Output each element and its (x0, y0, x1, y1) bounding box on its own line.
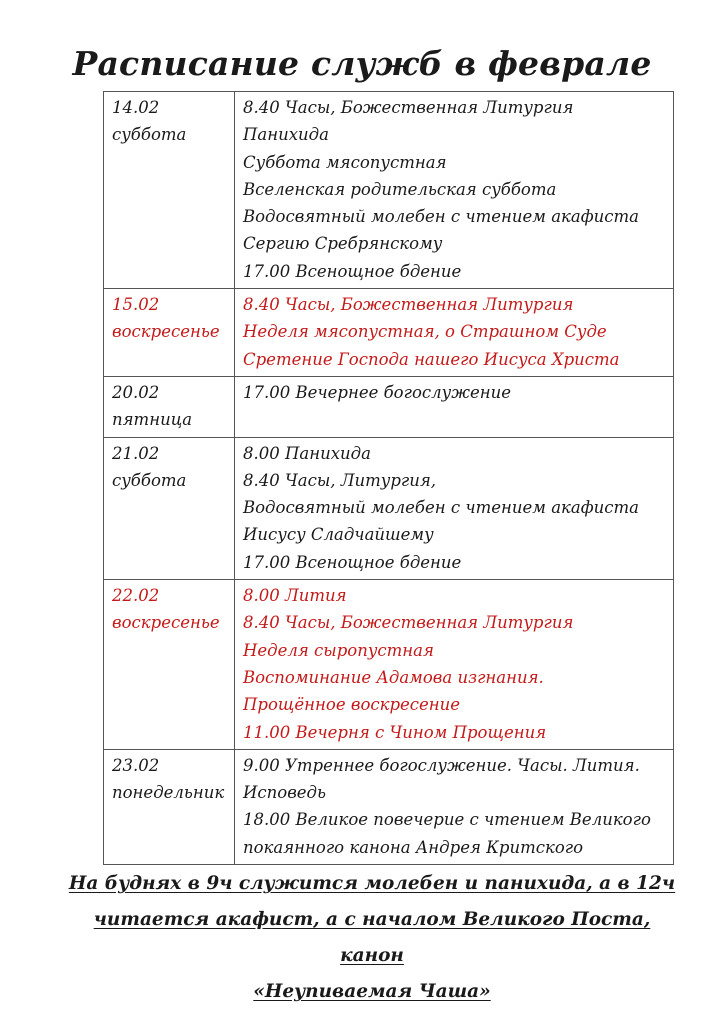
footer-line: На буднях в 9ч служится молебен и панихида, а в 12ч (68, 873, 676, 894)
service-line: 17.00 Вечернее богослужение (243, 382, 511, 402)
service-line: 9.00 Утреннее богослужение. Часы. Лития. (243, 755, 640, 775)
date-text: 22.02 (112, 586, 160, 606)
schedule-table (103, 91, 674, 865)
schedule-row (104, 289, 674, 377)
service-line: 8.40 Часы, Литургия, (243, 470, 437, 490)
service-line: Сретение Господа нашего Иисуса Христа (243, 349, 620, 369)
service-line: 17.00 Всенощное бдение (243, 261, 462, 281)
service-line: 8.40 Часы, Божественная Литургия (243, 613, 574, 633)
schedule-row (104, 376, 674, 437)
date-text: 21.02 (112, 443, 160, 463)
service-line: Исповедь (243, 783, 326, 803)
weekday-text: воскресенье (112, 613, 220, 633)
weekday-text: пятница (112, 410, 193, 430)
footer-line: «Неупиваемая Чаша» (253, 981, 491, 1002)
date-cell (104, 580, 235, 750)
service-line: 8.00 Лития (243, 586, 347, 606)
date-cell (104, 749, 235, 864)
page-title: Расписание служб в феврале (72, 44, 652, 83)
services-cell (235, 437, 674, 579)
service-line: Неделя сыропустная (243, 640, 434, 660)
date-text: 23.02 (112, 755, 160, 775)
service-line: Вселенская родительская суббота (243, 179, 557, 199)
date-text: 15.02 (112, 295, 160, 315)
service-line: 8.00 Панихида (243, 443, 371, 463)
services-cell (235, 749, 674, 864)
service-line: 11.00 Вечерня с Чином Прощения (243, 722, 547, 742)
date-text: 20.02 (112, 382, 160, 402)
weekday-text: суббота (112, 125, 187, 145)
services-cell (235, 580, 674, 750)
schedule-body (104, 92, 674, 865)
date-cell (104, 92, 235, 289)
weekday-text: понедельник (112, 783, 225, 803)
weekday-text: суббота (112, 470, 187, 490)
schedule-row (104, 580, 674, 750)
service-line: Панихида (243, 125, 329, 145)
weekday-text: воскресенье (112, 322, 220, 342)
service-line: Водосвятный молебен с чтением акафиста (243, 498, 640, 518)
service-line: Сергию Сребрянскому (243, 234, 443, 254)
schedule-row (104, 437, 674, 579)
services-cell (235, 92, 674, 289)
service-line: Воспоминание Адамова изгнания. (243, 667, 544, 687)
date-text: 14.02 (112, 98, 160, 117)
date-cell (104, 376, 235, 437)
date-cell (104, 437, 235, 579)
service-line: Суббота мясопустная (243, 152, 447, 172)
service-line: Водосвятный молебен с чтением акафиста (243, 207, 640, 227)
service-line: Иисусу Сладчайшему (243, 525, 434, 545)
service-line: 8.40 Часы, Божественная Литургия (243, 98, 574, 117)
service-line: Неделя мясопустная, о Страшном Суде (243, 322, 607, 342)
footer-line: читается акафист, а с началом Великого Поста, канон (93, 909, 651, 966)
service-line: 18.00 Великое повечерие с чтением Великого (243, 810, 651, 830)
footer-note (60, 866, 684, 1010)
services-cell (235, 289, 674, 377)
schedule-row (104, 749, 674, 864)
service-line: покаянного канона Андрея Критского (243, 837, 584, 857)
services-cell (235, 376, 674, 437)
schedule-row (104, 92, 674, 289)
service-line: Прощённое воскресение (243, 695, 461, 715)
service-line: 17.00 Всенощное бдение (243, 552, 462, 572)
service-line: 8.40 Часы, Божественная Литургия (243, 295, 574, 315)
date-cell (104, 289, 235, 377)
